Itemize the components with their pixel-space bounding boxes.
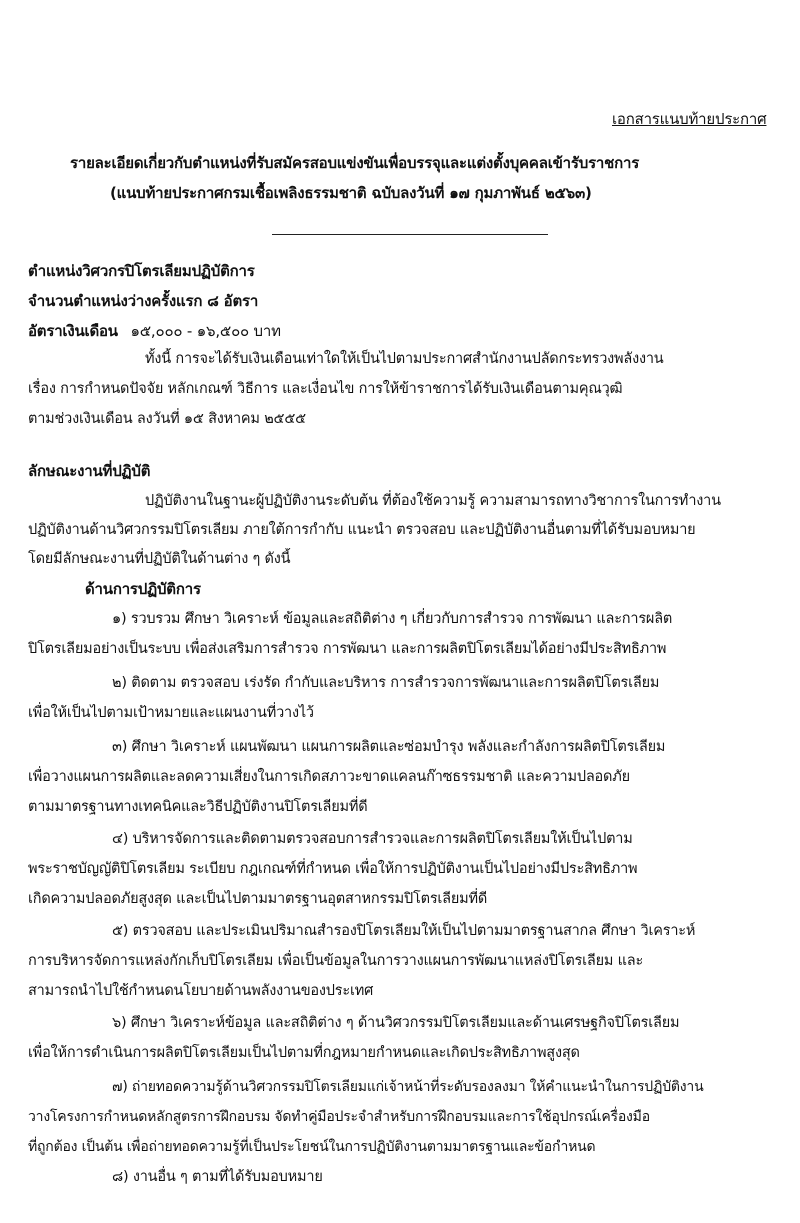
- duty-item-line: ๑) รวบรวม ศึกษา วิเคราะห์ ข้อมูลและสถิติต่าง ๆ เกี่ยวกับการสำรวจ การพัฒนา และการผลิต: [112, 611, 673, 627]
- title-divider: [272, 234, 548, 235]
- attachment-label: เอกสารแนบท้ายประกาศ: [612, 110, 767, 128]
- duty-item-line: ๘) งานอื่น ๆ ตามที่ได้รับมอบหมาย: [112, 1169, 323, 1185]
- duty-item-line: การบริหารจัดการแหล่งกักเก็บปิโตรเลียม เพื่อเป็นข้อมูลในการวางแผนการพัฒนาแหล่งปิโตรเลียม และ: [28, 953, 644, 969]
- document-subtitle: (แนบท้ายประกาศกรมเชื้อเพลิงธรรมชาติ ฉบับลงวันที่ ๑๗ กุมภาพันธ์ ๒๕๖๓): [110, 184, 592, 202]
- salary-note-line: เรื่อง การกำหนดปัจจัย หลักเกณฑ์ วิธีการ และเงื่อนไข การให้ข้าราชการได้รับเงินเดือนตามคุณวุฒิ: [28, 381, 623, 397]
- duty-item-line: ตามมาตรฐานทางเทคนิคและวิธีปฏิบัติงานปิโตรเลียมที่ดี: [28, 799, 368, 815]
- duty-item-line: เพื่อให้การดำเนินการผลิตปิโตรเลียมเป็นไปตามที่กฎหมายกำหนดและเกิดประสิทธิภาพสูงสุด: [28, 1045, 580, 1061]
- job-intro-line: โดยมีลักษณะงานที่ปฏิบัติในด้านต่าง ๆ ดังนี้: [28, 551, 291, 567]
- job-intro-line: ปฏิบัติงานด้านวิศวกรรมปิโตรเลียม ภายใต้การกำกับ แนะนำ ตรวจสอบ และปฏิบัติงานอื่นตามที่ได้รับมอบหมาย: [28, 522, 696, 538]
- salary-value: ๑๕,๐๐๐ - ๑๖,๕๐๐ บาท: [130, 322, 281, 340]
- job-heading: ลักษณะงานที่ปฏิบัติ: [28, 462, 151, 480]
- duty-item-line: เกิดความปลอดภัยสูงสุด และเป็นไปตามมาตรฐานอุตสาหกรรมปิโตรเลียมที่ดี: [28, 891, 488, 907]
- document-title: รายละเอียดเกี่ยวกับตำแหน่งที่รับสมัครสอบแข่งขันเพื่อบรรจุและแต่งตั้งบุคคลเข้ารับราชการ: [70, 154, 640, 172]
- duty-item-line: ๗) ถ่ายทอดความรู้ด้านวิศวกรรมปิโตรเลียมแก่เจ้าหน้าที่ระดับรองลงมา ให้คำแนะนำในการปฏิบัติงาน: [112, 1079, 704, 1095]
- duty-item-line: วางโครงการกำหนดหลักสูตรการฝึกอบรม จัดทำคู่มือประจำสำหรับการฝึกอบรมและการใช้อุปกรณ์เครื่องมือ: [28, 1109, 650, 1125]
- duty-item-line: พระราชบัญญัติปิโตรเลียม ระเบียบ กฎเกณฑ์ที่กำหนด เพื่อให้การปฏิบัติงานเป็นไปอย่างมีประสิทธิภาพ: [28, 861, 638, 877]
- salary-line: [28, 320, 478, 342]
- duty-item-line: ๔) บริหารจัดการและติดตามตรวจสอบการสำรวจและการผลิตปิโตรเลียมให้เป็นไปตาม: [112, 831, 633, 847]
- vacancy-count: จำนวนตำแหน่งว่างครั้งแรก ๘ อัตรา: [28, 292, 259, 310]
- job-intro-line: ปฏิบัติงานในฐานะผู้ปฏิบัติงานระดับต้น ที่ต้องใช้ความรู้ ความสามารถทางวิชาการในการทำงาน: [145, 493, 721, 509]
- operations-heading: ด้านการปฏิบัติการ: [85, 580, 201, 598]
- duty-item-line: เพื่อวางแผนการผลิตและลดความเสี่ยงในการเกิดสภาวะขาดแคลนก๊าซธรรมชาติ และความปลอดภัย: [28, 769, 630, 785]
- duty-item-line: เพื่อให้เป็นไปตามเป้าหมายและแผนงานที่วางไว้: [28, 705, 314, 721]
- duty-item-line: ปิโตรเลียมอย่างเป็นระบบ เพื่อส่งเสริมการสำรวจ การพัฒนา และการผลิตปิโตรเลียมได้อย่างมีประสิทธิภาพ: [28, 641, 667, 657]
- duty-item-line: ๖) ศึกษา วิเคราะห์ข้อมูล และสถิติต่าง ๆ ด้านวิศวกรรมปิโตรเลียมและด้านเศรษฐกิจปิโตรเลียม: [112, 1015, 680, 1031]
- duty-item-line: สามารถนำไปใช้กำหนดนโยบายด้านพลังงานของประเทศ: [28, 983, 374, 999]
- salary-label: อัตราเงินเดือน: [28, 322, 118, 340]
- duty-item-line: ๒) ติดตาม ตรวจสอบ เร่งรัด กำกับและบริหาร การสำรวจการพัฒนาและการผลิตปิโตรเลียม: [112, 675, 660, 691]
- duty-item-line: ๓) ศึกษา วิเคราะห์ แผนพัฒนา แผนการผลิตและซ่อมบำรุง พลังและกำลังการผลิตปิโตรเลียม: [112, 739, 666, 755]
- position-title: ตำแหน่งวิศวกรปิโตรเลียมปฏิบัติการ: [28, 262, 255, 280]
- duty-item-line: ๕) ตรวจสอบ และประเมินปริมาณสำรองปิโตรเลียมให้เป็นไปตามมาตรฐานสากล ศึกษา วิเคราะห์: [112, 923, 696, 939]
- duty-item-line: ที่ถูกต้อง เป็นต้น เพื่อถ่ายทอดความรู้ที่เป็นประโยชน์ในการปฏิบัติงานตามมาตรฐานและข้อกำหนด: [28, 1139, 596, 1155]
- salary-note-line: ตามช่วงเงินเดือน ลงวันที่ ๑๕ สิงหาคม ๒๕๕๕: [28, 411, 306, 427]
- salary-note-line: ทั้งนี้ การจะได้รับเงินเดือนเท่าใดให้เป็นไปตามประกาศสำนักงานปลัดกระทรวงพลังงาน: [145, 351, 664, 367]
